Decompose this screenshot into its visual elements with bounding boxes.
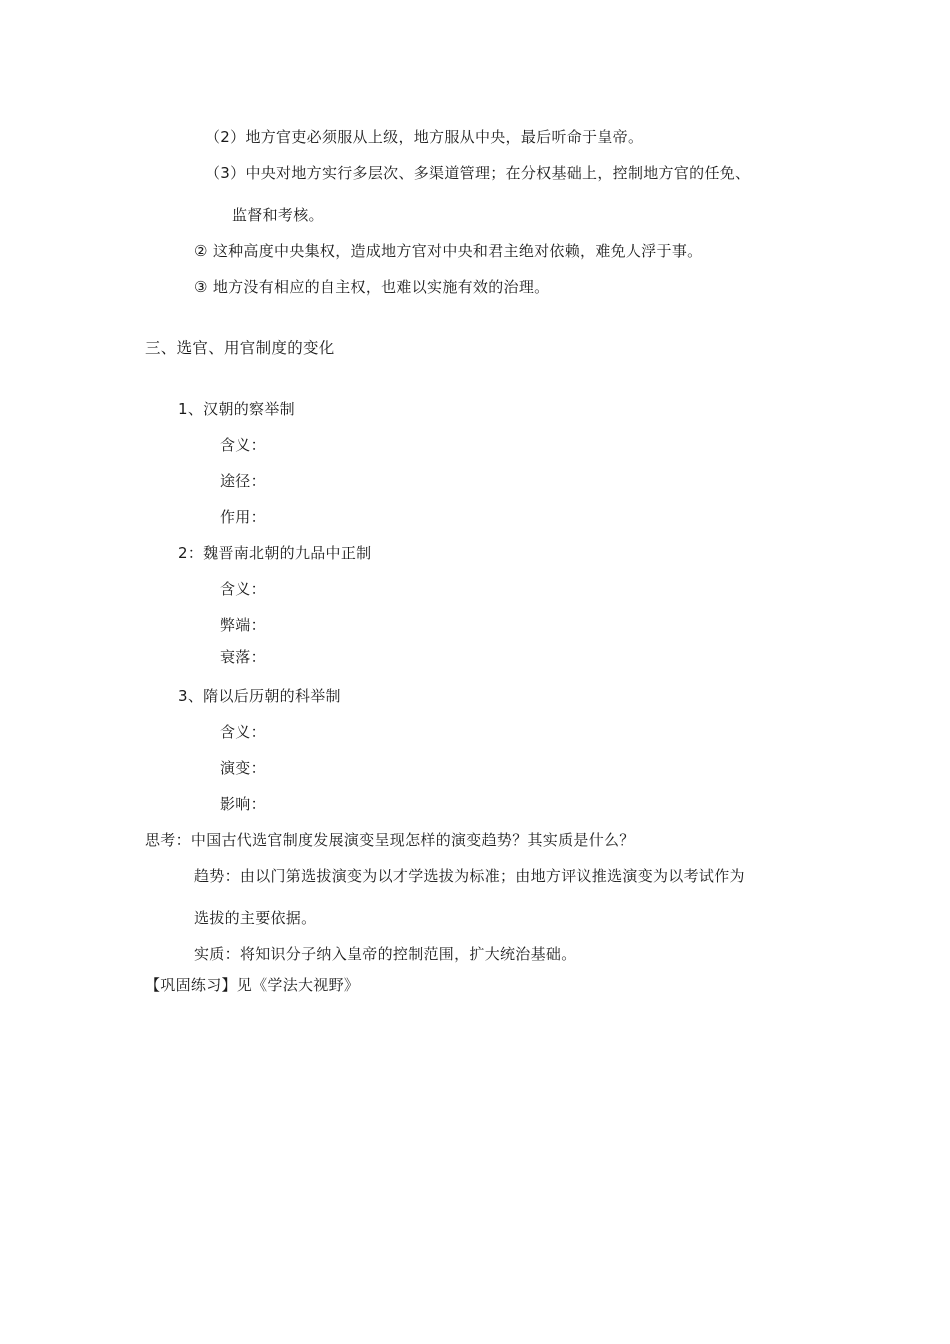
field-label-meaning-3: 含义： [220,723,266,741]
field-label-path: 途径： [220,472,266,490]
text-line-local-officials-obey: （2）地方官吏必须服从上级，地方服从中央，最后听命于皇帝。 [205,128,644,146]
answer-trend-line-2: 选拔的主要依据。 [194,909,317,927]
field-label-function: 作用： [220,508,266,526]
section-heading-official-selection: 三、选官、用官制度的变化 [145,339,335,357]
text-line-no-autonomy: ③ 地方没有相应的自主权，也难以实施有效的治理。 [194,278,550,296]
field-label-drawbacks: 弊端： [220,616,266,634]
field-label-meaning-1: 含义： [220,436,266,454]
subheading-jiupin-zhongzheng: 2：魏晋南北朝的九品中正制 [178,544,372,562]
text-line-central-management: （3）中央对地方实行多层次、多渠道管理；在分权基础上，控制地方官的任免、 [205,164,751,182]
subheading-keju: 3、隋以后历朝的科举制 [178,687,341,705]
exercise-reference: 【巩固练习】见《学法大视野》 [145,976,360,994]
field-label-meaning-2: 含义： [220,580,266,598]
text-line-centralization-effect: ② 这种高度中央集权，造成地方官对中央和君主绝对依赖，难免人浮于事。 [194,242,703,260]
answer-trend-line-1: 趋势：由以门第选拔演变为以才学选拔为标准；由地方评议推选演变为以考试作为 [194,867,745,885]
subheading-han-chaju: 1、汉朝的察举制 [178,400,295,418]
field-label-influence: 影响： [220,795,266,813]
question-line: 思考：中国古代选官制度发展演变呈现怎样的演变趋势？其实质是什么？ [145,831,635,849]
text-line-supervision: 监督和考核。 [232,206,324,224]
field-label-evolution: 演变： [220,759,266,777]
field-label-decline: 衰落： [220,648,266,666]
answer-essence-line: 实质：将知识分子纳入皇帝的控制范围，扩大统治基础。 [194,945,577,963]
